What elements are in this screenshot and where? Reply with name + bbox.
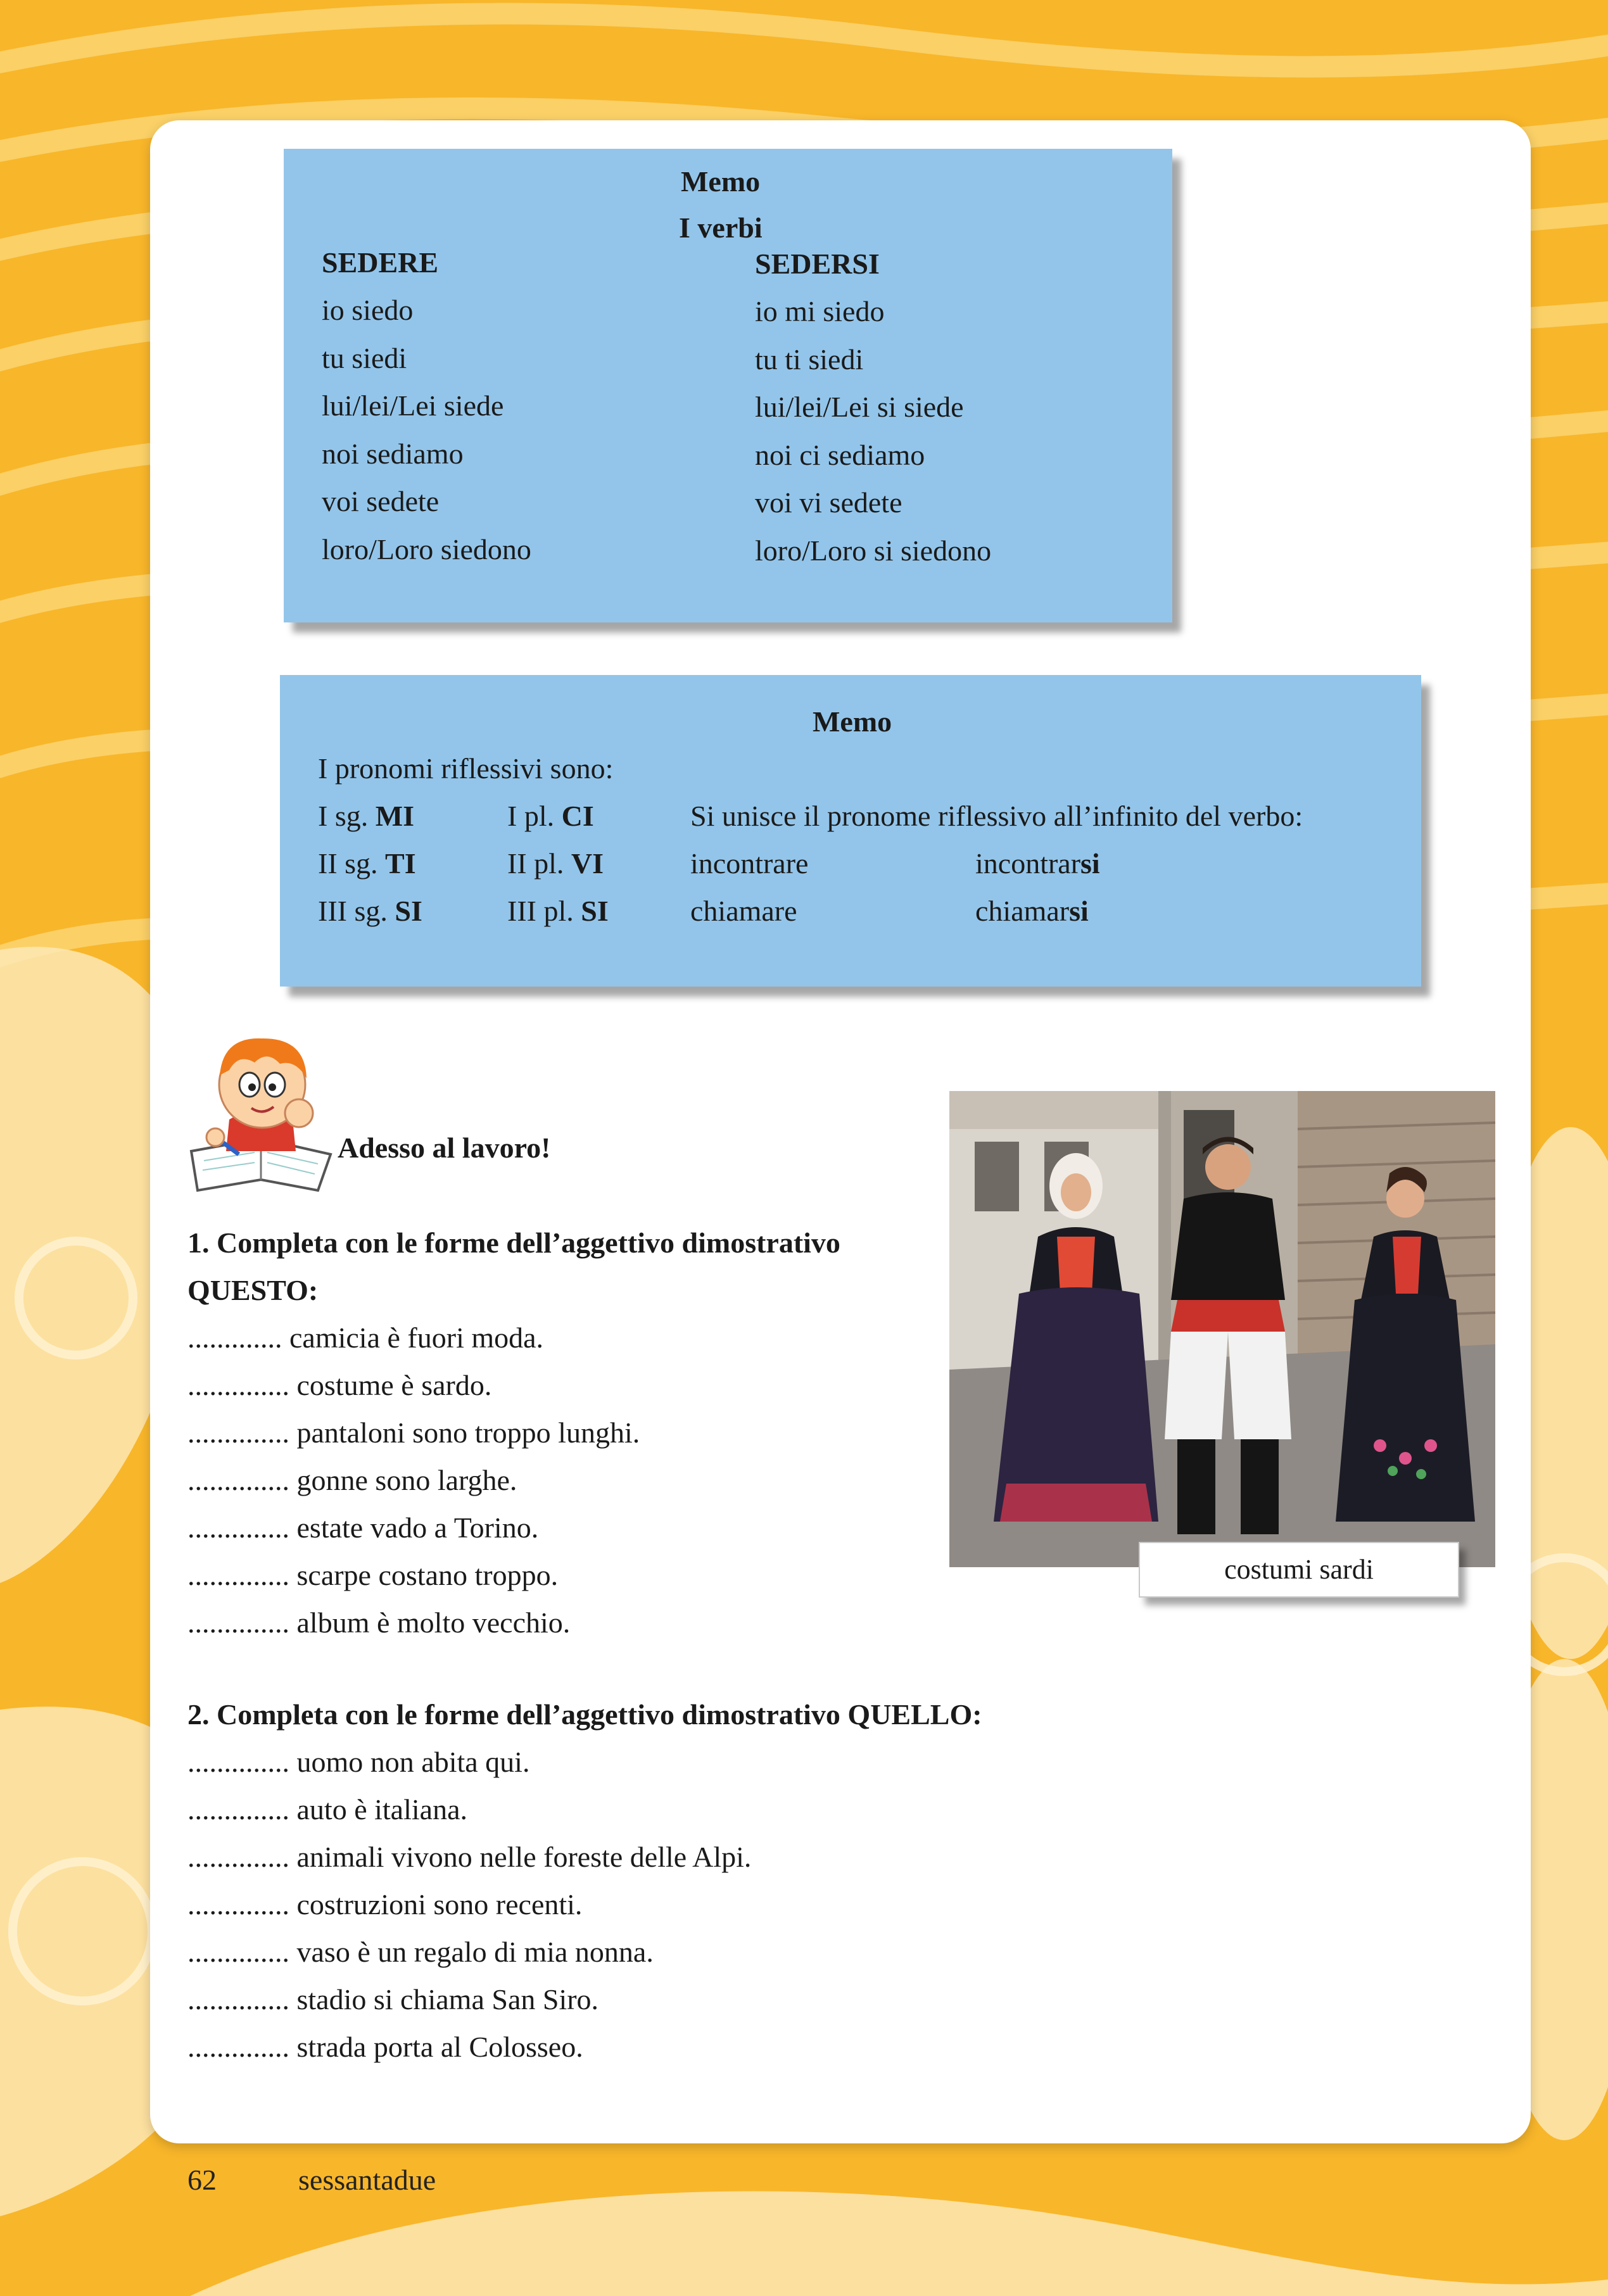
photo-caption: costumi sardi [1139,1542,1459,1598]
example-infinitive-2: chiamare [690,895,797,927]
exercise1-item: .............. estate vado a Torino. [187,1511,539,1544]
sedere-form: tu siedi [322,342,407,374]
example-reflexive-2: chiamarsi [975,895,1089,927]
pronoun-plural-2: II pl. VI [507,847,604,880]
example-reflexive-1: incontrarsi [975,847,1100,880]
pronoun-singular-3: III sg. SI [318,895,422,927]
exercise1-title-line1: 1. Completa con le forme dell’aggettivo dimostrativo [187,1227,840,1259]
sedere-form: loro/Loro siedono [322,533,531,565]
exercise2-item: .............. auto è italiana. [187,1793,467,1826]
memo-verbs-box [284,149,1172,622]
sedere-form: voi sedete [322,485,440,517]
exercise1-title-line2: QUESTO: [187,1274,319,1306]
pronoun-singular-1: I sg. MI [318,800,415,832]
memo-pronouns-box [280,675,1421,987]
sedere-form: noi sediamo [322,438,464,470]
sedersi-form: tu ti siedi [755,343,864,375]
sedere-form: io siedo [322,294,414,326]
sedersi-form: noi ci sediamo [755,439,925,471]
reflexive-rule: Si unisce il pronome riflessivo all’infinito del verbo: [690,800,1303,832]
exercise2-item: .............. uomo non abita qui. [187,1746,530,1778]
sedersi-form: io mi siedo [755,295,885,327]
pronoun-plural-3: III pl. SI [507,895,609,927]
sedersi-heading: SEDERSI [755,248,880,280]
exercise1-item: .............. album è molto vecchio. [187,1606,571,1639]
sardinian-costumes-photo [949,1091,1495,1567]
sedere-heading: SEDERE [322,246,439,279]
exercise1-item: .............. scarpe costano troppo. [187,1559,559,1591]
sedersi-form: loro/Loro si siedono [755,534,992,567]
memo-verbs-subtitle: I verbi [679,211,763,244]
pronoun-plural-1: I pl. CI [507,800,594,832]
work-heading: Adesso al lavoro! [338,1132,551,1164]
exercise2-item: .............. animali vivono nelle foreste delle Alpi. [187,1841,752,1873]
exercise2-title: 2. Completa con le forme dell’aggettivo dimostrativo QUELLO: [187,1698,982,1731]
exercise2-item: .............. strada porta al Colosseo. [187,2031,583,2063]
exercise1-item: .............. pantaloni sono troppo lunghi. [187,1416,640,1449]
sedere-form: lui/lei/Lei siede [322,389,504,422]
exercise2-item: .............. vaso è un regalo di mia nonna. [187,1936,654,1968]
memo-verbs-title: Memo [681,165,761,198]
exercise2-item: .............. costruzioni sono recenti. [187,1888,583,1921]
page-number-word: sessantadue [298,2164,436,2196]
memo-pronouns-title: Memo [813,705,892,738]
exercise1-item: .............. costume è sardo. [187,1369,492,1401]
exercise1-item: ............. camicia è fuori moda. [187,1321,544,1354]
exercise2-item: .............. stadio si chiama San Siro. [187,1983,599,2015]
pronoun-singular-2: II sg. TI [318,847,416,880]
exercise1-item: .............. gonne sono larghe. [187,1464,517,1496]
example-infinitive-1: incontrare [690,847,809,880]
sedersi-form: voi vi sedete [755,486,902,519]
pronouns-intro: I pronomi riflessivi sono: [318,752,614,785]
boy-writing-illustration [185,1025,337,1202]
page-number: 62 [187,2164,217,2196]
sedersi-form: lui/lei/Lei si siede [755,391,964,423]
